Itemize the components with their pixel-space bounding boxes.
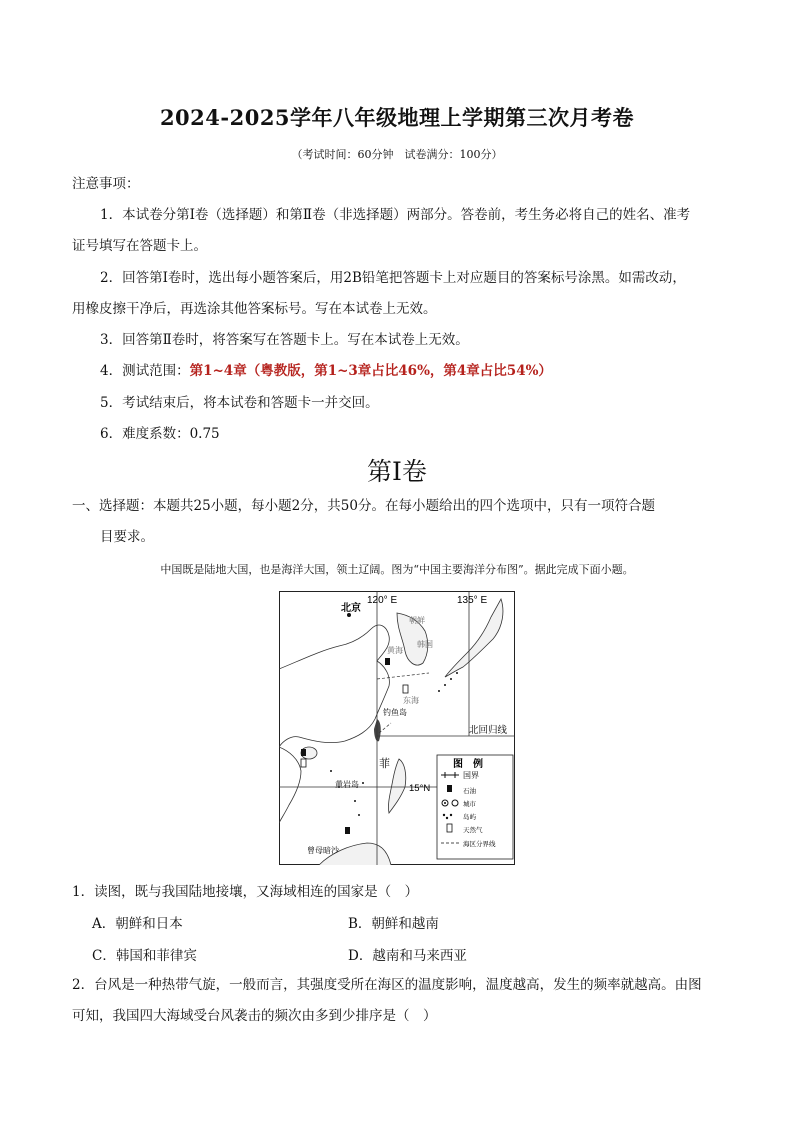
note-4 (100, 361, 552, 381)
note-2-line-2: 用橡皮擦干净后，再选涂其他答案标号。写在本试卷上无效。 (72, 301, 437, 317)
legend-title: 图 例 (453, 759, 483, 770)
question-2-line-2: 可知，我国四大海域受台风袭击的频次由多到少排序是（ ） (72, 1008, 437, 1024)
label-diaoyu: 钓鱼岛 (383, 708, 407, 717)
label-135e: 135° E (457, 595, 488, 606)
question-1-stem: 1．读图，既与我国陆地接壤，又海域相连的国家是（ ） (72, 884, 419, 900)
note-1-line-1: 1．本试卷分第Ⅰ卷（选择题）和第Ⅱ卷（非选择题）两部分。答卷前，考生务必将自己的姓名、准考 (100, 207, 691, 223)
legend-sea-boundary: 海区分界线 (463, 841, 496, 848)
label-huangyan: 黄岩岛 (335, 780, 359, 789)
label-fei: 菲 (379, 758, 390, 770)
note-1-line-2: 证号填写在答题卡上。 (72, 238, 207, 254)
label-donghai: 东海 (403, 696, 419, 705)
label-tropic: 北回归线 (469, 725, 508, 736)
question-2-line-1: 2．台风是一种热带气旋，一般而言，其强度受所在海区的温度影响，温度越高，发生的频率就越高。由图 (72, 977, 702, 993)
section-instruction-line-1: 一、选择题：本题共25小题，每小题2分，共50分。在每小题给出的四个选项中，只有一项符合题 (72, 498, 655, 514)
legend-oil: 石油 (463, 788, 476, 795)
legend-border: 国界 (463, 771, 479, 780)
china-seas-map (279, 591, 515, 865)
note-4-prefix: 4．测试范围： (100, 363, 190, 379)
question-context: 中国既是陆地大国，也是海洋大国，领土辽阔。图为“中国主要海洋分布图”。据此完成下面小题。 (160, 563, 634, 576)
volume-heading: 第Ⅰ卷 (367, 457, 427, 486)
label-15n: 15°N (409, 783, 431, 794)
q1-option-b[interactable]: B．朝鲜和越南 (348, 916, 439, 932)
q1-option-c[interactable]: C．韩国和菲律宾 (92, 948, 197, 964)
q1-option-d[interactable]: D．越南和马来西亚 (348, 948, 467, 964)
label-chaoxian: 朝鲜 (409, 616, 425, 625)
note-6: 6．难度系数：0.75 (100, 426, 220, 442)
notes-heading: 注意事项： (72, 176, 140, 192)
q1-option-a[interactable]: A．朝鲜和日本 (92, 916, 183, 932)
label-120e: 120° E (367, 595, 398, 606)
label-zengmu: 曾母暗沙 (307, 846, 339, 855)
map-legend (437, 755, 513, 859)
legend-island: 岛屿 (463, 814, 476, 821)
note-2-line-1: 2．回答第Ⅰ卷时，选出每小题答案后，用2B铅笔把答题卡上对应题目的答案标号涂黑。如需改动， (100, 270, 686, 286)
label-beijing: 北京 (341, 603, 361, 614)
legend-city: 城市 (463, 801, 476, 808)
label-hanguo: 韩国 (417, 640, 433, 649)
legend-gas: 天然气 (463, 827, 483, 834)
note-3: 3．回答第Ⅱ卷时，将答案写在答题卡上。写在本试卷上无效。 (100, 332, 469, 348)
test-scope: 第1~4章（粤教版，第1~3章占比46%，第4章占比54%） (189, 363, 552, 379)
note-5: 5．考试结束后，将本试卷和答题卡一并交回。 (100, 395, 379, 411)
label-huanghai: 黄海 (387, 646, 403, 655)
exam-info: （考试时间：60分钟 试卷满分：100分） (291, 148, 503, 161)
page-title: 2024-2025学年八年级地理上学期第三次月考卷 (159, 105, 635, 130)
section-instruction-line-2: 目要求。 (100, 529, 154, 545)
